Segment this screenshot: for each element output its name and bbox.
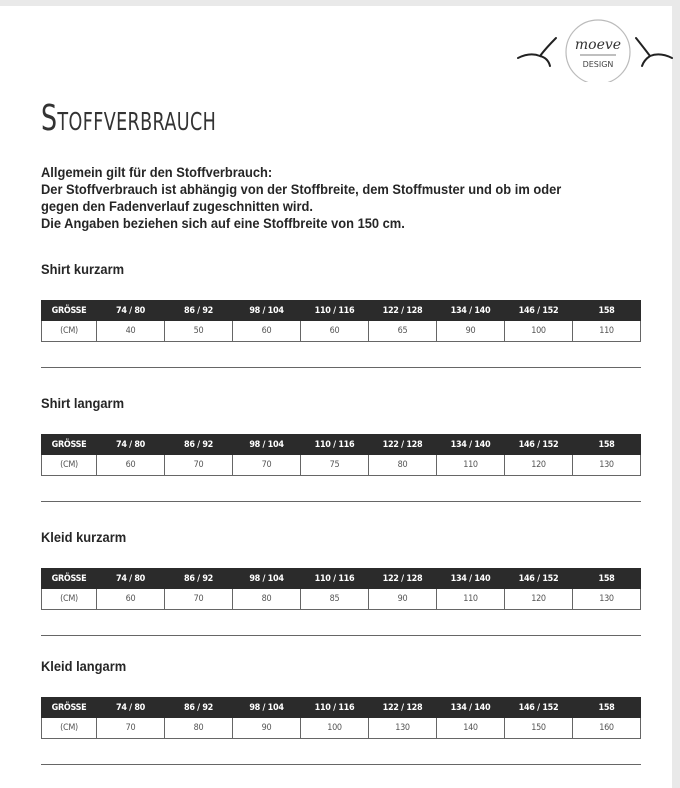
table-header-cell: 146 / 152 <box>505 435 573 455</box>
table-cell: 80 <box>369 455 437 476</box>
table-header-cell: 146 / 152 <box>505 698 573 718</box>
table-header-cell: 110 / 116 <box>301 698 369 718</box>
table-header-cell: 146 / 152 <box>505 569 573 589</box>
table-header-cell: 86 / 92 <box>165 698 233 718</box>
row-label: (CM) <box>42 321 97 342</box>
table-header-cell: 146 / 152 <box>505 301 573 321</box>
table-cell: 40 <box>97 321 165 342</box>
table-header-cell: 98 / 104 <box>233 569 301 589</box>
table-cell: 120 <box>505 455 573 476</box>
size-table <box>41 697 641 739</box>
intro-text <box>41 164 593 232</box>
table-header-cell: 98 / 104 <box>233 301 301 321</box>
table-header-cell: 134 / 140 <box>437 435 505 455</box>
table-cell: 150 <box>505 718 573 739</box>
right-bird-icon <box>636 38 672 66</box>
table-header-cell: 134 / 140 <box>437 569 505 589</box>
table-cell: 90 <box>233 718 301 739</box>
table-cell: 60 <box>97 455 165 476</box>
size-table <box>41 568 641 610</box>
intro-line: gegen den Fadenverlauf zugeschnitten wird. <box>41 198 313 214</box>
table-cell: 100 <box>301 718 369 739</box>
row-label: (CM) <box>42 718 97 739</box>
table-row <box>42 589 641 610</box>
divider <box>41 764 641 765</box>
intro-line: Die Angaben beziehen sich auf eine Stoffbreite von 150 cm. <box>41 215 405 231</box>
table-header-cell: 122 / 128 <box>369 569 437 589</box>
table-header-cell: 74 / 80 <box>97 698 165 718</box>
table-cell: 70 <box>165 455 233 476</box>
table-header-cell: 134 / 140 <box>437 301 505 321</box>
section-title: Kleid kurzarm <box>41 529 127 545</box>
table-cell: 80 <box>165 718 233 739</box>
table-header-cell: 74 / 80 <box>97 301 165 321</box>
table-header-cell: 98 / 104 <box>233 698 301 718</box>
section-1 <box>41 261 641 368</box>
table-header-cell: 158 <box>573 301 641 321</box>
intro-line: Der Stoffverbrauch ist abhängig von der Stoffbreite, dem Stoffmuster und ob im oder <box>41 181 562 197</box>
divider <box>41 501 641 502</box>
table-header-cell: 110 / 116 <box>301 569 369 589</box>
table-header-cell: 122 / 128 <box>369 435 437 455</box>
table-header-cell: GRÖSSE <box>42 698 97 718</box>
section-3 <box>41 529 641 636</box>
table-cell: 160 <box>573 718 641 739</box>
table-cell: 130 <box>369 718 437 739</box>
table-cell: 100 <box>505 321 573 342</box>
table-header-cell: 158 <box>573 435 641 455</box>
table-cell: 60 <box>97 589 165 610</box>
table-row <box>42 718 641 739</box>
table-cell: 120 <box>505 589 573 610</box>
table-cell: 80 <box>233 589 301 610</box>
table-cell: 50 <box>165 321 233 342</box>
section-title: Shirt langarm <box>41 395 125 411</box>
document-page <box>0 6 672 788</box>
table-cell: 70 <box>97 718 165 739</box>
table-cell: 65 <box>369 321 437 342</box>
table-cell: 140 <box>437 718 505 739</box>
logo-script: moeve <box>574 37 622 53</box>
table-header-cell: 86 / 92 <box>165 301 233 321</box>
table-header-cell: 74 / 80 <box>97 435 165 455</box>
table-header-cell: GRÖSSE <box>42 435 97 455</box>
row-label: (CM) <box>42 455 97 476</box>
table-header-cell: 122 / 128 <box>369 698 437 718</box>
table-cell: 60 <box>301 321 369 342</box>
table-header-cell: 110 / 116 <box>301 301 369 321</box>
table-cell: 110 <box>437 589 505 610</box>
table-header-cell: 86 / 92 <box>165 435 233 455</box>
table-cell: 90 <box>437 321 505 342</box>
table-cell: 75 <box>301 455 369 476</box>
table-header-row <box>42 301 641 321</box>
table-cell: 130 <box>573 589 641 610</box>
table-header-cell: 158 <box>573 569 641 589</box>
divider <box>41 367 641 368</box>
table-header-cell: 98 / 104 <box>233 435 301 455</box>
page-title: Stoffverbrauch <box>41 98 217 139</box>
table-cell: 90 <box>369 589 437 610</box>
table-header-cell: 134 / 140 <box>437 698 505 718</box>
intro-line: Allgemein gilt für den Stoffverbrauch: <box>41 164 273 180</box>
table-header-cell: 110 / 116 <box>301 435 369 455</box>
section-2 <box>41 395 641 502</box>
section-title: Shirt kurzarm <box>41 261 125 277</box>
table-header-cell: 86 / 92 <box>165 569 233 589</box>
moeve-design-logo <box>516 12 674 82</box>
table-header-row <box>42 435 641 455</box>
section-4 <box>41 658 641 765</box>
table-cell: 110 <box>437 455 505 476</box>
table-cell: 110 <box>573 321 641 342</box>
table-row <box>42 455 641 476</box>
table-cell: 85 <box>301 589 369 610</box>
table-header-cell: GRÖSSE <box>42 301 97 321</box>
section-title: Kleid langarm <box>41 658 127 674</box>
table-header-row <box>42 698 641 718</box>
row-label: (CM) <box>42 589 97 610</box>
size-table <box>41 434 641 476</box>
table-cell: 70 <box>233 455 301 476</box>
table-header-cell: 122 / 128 <box>369 301 437 321</box>
table-cell: 60 <box>233 321 301 342</box>
size-table <box>41 300 641 342</box>
table-header-cell: GRÖSSE <box>42 569 97 589</box>
table-header-cell: 158 <box>573 698 641 718</box>
table-cell: 70 <box>165 589 233 610</box>
table-cell: 130 <box>573 455 641 476</box>
table-header-row <box>42 569 641 589</box>
table-header-cell: 74 / 80 <box>97 569 165 589</box>
table-row <box>42 321 641 342</box>
left-bird-icon <box>518 38 556 66</box>
divider <box>41 635 641 636</box>
logo-subtext: DESIGN <box>582 60 614 69</box>
